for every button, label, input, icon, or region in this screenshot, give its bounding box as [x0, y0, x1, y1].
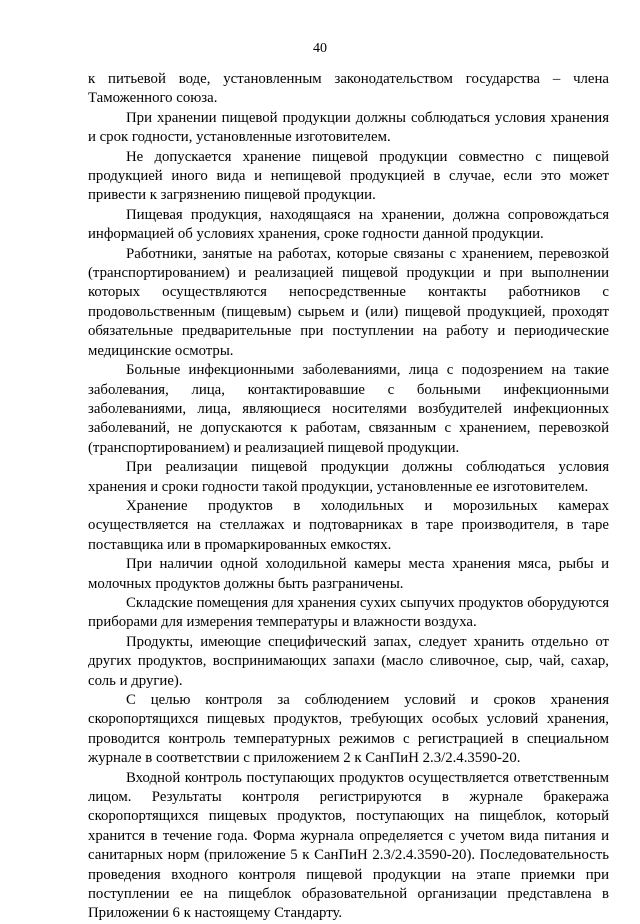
paragraph-single-cold-chamber: При наличии одной холодильной камеры места хранения мяса, рыбы и молочных продуктов должны быть разграничены. [88, 556, 609, 592]
paragraph-continuation: к питьевой воде, установленным законодательством государства – члена Таможенного союза. [88, 71, 609, 107]
paragraph-infectious-diseases: Больные инфекционными заболеваниями, лица с подозрением на такие заболевания, лица, контактировавшие с больными инфекционными заболеваниями, лица, являющиеся носителями возбудителей инфекционных заболеваний, не допускаются к работам, связанным с хранением, перевозкой (транспортированием) и реализацией пищевой продукции. [88, 362, 609, 456]
page-number: 40 [313, 41, 327, 56]
paragraph-odorous-products: Продукты, имеющие специфический запах, следует хранить отдельно от других продуктов, воспринимающих запахи (масло сливочное, сыр, чай, сахар, соль и другие). [88, 633, 609, 689]
document-body [88, 70, 609, 924]
paragraph-incoming-control: Входной контроль поступающих продуктов осуществляется ответственным лицом. Результаты контроля регистрируются в журнале бракеража скоропортящихся пищевых продуктов, поступающих на пищеблок, который хранится в течение года. Форма журнала определяется с учетом вида питания и санитарных норм (приложение 5 к СанПиН 2.3/2.4.3590-20). Последовательность проведения входного контроля пищевой продукции на этапе приемки при поступлении ее на пищеблок образовательной организации представлена в Приложении 6 к настоящему Стандарту. [88, 769, 609, 922]
paragraph-storage-conditions: При хранении пищевой продукции должны соблюдаться условия хранения и срок годности, установленные изготовителем. [88, 109, 609, 146]
paragraph-dry-storage: Складские помещения для хранения сухих сыпучих продуктов оборудуются приборами для измерения температуры и влажности воздуха. [88, 594, 609, 631]
paragraph-sale-conditions: При реализации пищевой продукции должны соблюдаться условия хранения и сроки годности такой продукции, установленные ее изготовителем. [88, 459, 609, 495]
paragraph-joint-storage-ban: Не допускается хранение пищевой продукции совместно с пищевой продукцией иного вида и непищевой продукцией в случае, если это может привести к загрязнению пищевой продукции. [88, 148, 609, 204]
paragraph-cold-storage: Хранение продуктов в холодильных и морозильных камерах осуществляется на стеллажах и подтоварниках в таре производителя, в таре поставщика или в промаркированных емкостях. [88, 497, 609, 553]
paragraph-storage-information: Пищевая продукция, находящаяся на хранении, должна сопровождаться информацией об условиях хранения, сроке годности данной продукции. [88, 206, 609, 243]
paragraph-temperature-control: С целью контроля за соблюдением условий и сроков хранения скоропортящихся пищевых продуктов, требующих особых условий хранения, проводится контроль температурных режимов с регистрацией в специальном журнале в соответствии с приложением 2 к СанПиН 2.3/2.4.3590-20. [88, 692, 609, 767]
paragraph-medical-examinations: Работники, занятые на работах, которые связаны с хранением, перевозкой (транспортированием) и реализацией пищевой продукции и при выполнении которых осуществляются непосредственные контакты работников с продовольственным (пищевым) сырьем и (или) пищевой продукцией, проходят обязательные предварительные при поступлении на работу и периодические медицинские осмотры. [88, 245, 609, 359]
